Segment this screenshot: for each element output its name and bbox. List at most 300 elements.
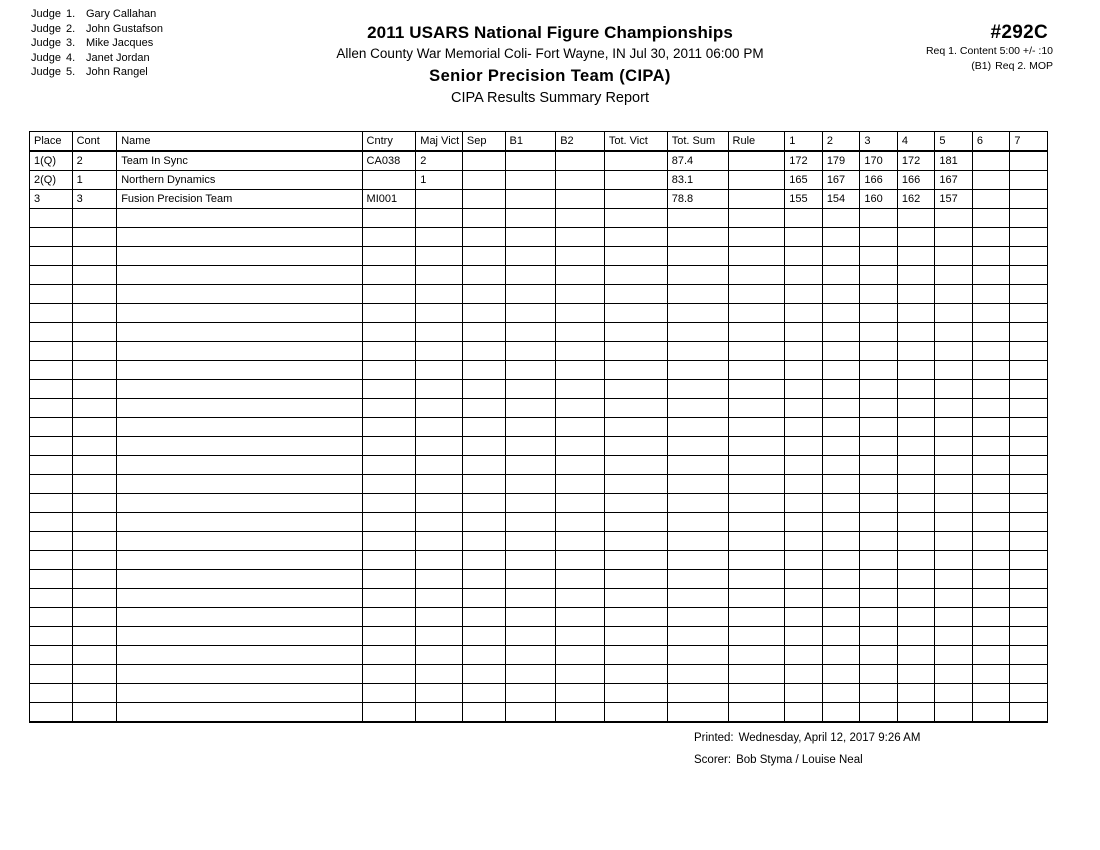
cell-empty — [728, 228, 785, 247]
cell-empty — [897, 380, 935, 399]
cell-b2 — [556, 171, 605, 190]
judge-number: 4. — [65, 51, 76, 64]
cell-empty — [556, 570, 605, 589]
cell-empty — [935, 437, 973, 456]
cell-empty — [935, 589, 973, 608]
table-row-empty[interactable] — [30, 551, 1048, 570]
cell-empty — [556, 247, 605, 266]
cell-empty — [972, 475, 1010, 494]
cell-empty — [860, 665, 898, 684]
requirement-label: Req 1. — [925, 45, 957, 57]
table-row-empty[interactable] — [30, 323, 1048, 342]
cell-empty — [72, 285, 117, 304]
cell-empty — [30, 646, 73, 665]
cell-empty — [72, 532, 117, 551]
cell-empty — [897, 228, 935, 247]
judge-row — [31, 36, 163, 51]
cell-empty — [935, 570, 973, 589]
cell-empty — [604, 570, 667, 589]
judge-label: Judge — [31, 22, 61, 35]
table-row[interactable] — [30, 171, 1048, 190]
cell-empty — [667, 532, 728, 551]
column-header-b1: B1 — [505, 132, 556, 152]
cell-empty — [604, 209, 667, 228]
cell-b1 — [505, 190, 556, 209]
table-row-empty[interactable] — [30, 285, 1048, 304]
cell-empty — [1010, 589, 1048, 608]
division-title: Senior Precision Team (CIPA) — [429, 67, 671, 85]
cell-empty — [416, 475, 463, 494]
cell-empty — [117, 361, 362, 380]
column-header-tot-sum: Tot. Sum — [667, 132, 728, 152]
table-row-empty[interactable] — [30, 570, 1048, 589]
cell-empty — [728, 475, 785, 494]
cell-empty — [505, 608, 556, 627]
cell-empty — [897, 532, 935, 551]
cell-empty — [604, 266, 667, 285]
cell-empty — [972, 209, 1010, 228]
cell-empty — [505, 418, 556, 437]
cell-empty — [604, 551, 667, 570]
cell-empty — [505, 228, 556, 247]
printed-value: Wednesday, April 12, 2017 9:26 AM — [738, 732, 921, 744]
table-row-empty[interactable] — [30, 380, 1048, 399]
cell-empty — [416, 703, 463, 723]
cell-empty — [860, 304, 898, 323]
cell-empty — [728, 646, 785, 665]
cell-empty — [728, 608, 785, 627]
cell-empty — [505, 342, 556, 361]
cell-empty — [1010, 532, 1048, 551]
cell-empty — [1010, 551, 1048, 570]
cell-empty — [462, 494, 505, 513]
cell-empty — [785, 608, 823, 627]
cell-empty — [1010, 665, 1048, 684]
cell-place: 2(Q) — [30, 171, 73, 190]
cell-empty — [505, 494, 556, 513]
table-row-empty[interactable] — [30, 665, 1048, 684]
cell-empty — [728, 551, 785, 570]
cell-empty — [462, 570, 505, 589]
cell-empty — [972, 361, 1010, 380]
cell-empty — [860, 494, 898, 513]
cell-b2 — [556, 190, 605, 209]
cell-empty — [667, 228, 728, 247]
cell-judge-2: 167 — [822, 171, 860, 190]
cell-empty — [30, 703, 73, 723]
judge-label: Judge — [31, 37, 61, 50]
cell-empty — [416, 228, 463, 247]
cell-empty — [972, 247, 1010, 266]
table-row-empty[interactable] — [30, 342, 1048, 361]
cell-empty — [117, 266, 362, 285]
cell-empty — [728, 247, 785, 266]
cell-empty — [860, 475, 898, 494]
cell-empty — [822, 532, 860, 551]
cell-tot-sum: 78.8 — [667, 190, 728, 209]
cell-empty — [667, 304, 728, 323]
cell-empty — [935, 551, 973, 570]
cell-empty — [362, 570, 416, 589]
cell-empty — [785, 247, 823, 266]
table-row-empty[interactable] — [30, 608, 1048, 627]
cell-empty — [30, 380, 73, 399]
cell-empty — [556, 228, 605, 247]
cell-empty — [604, 437, 667, 456]
cell-empty — [30, 247, 73, 266]
cell-empty — [556, 646, 605, 665]
table-row-empty[interactable] — [30, 266, 1048, 285]
cell-empty — [117, 342, 362, 361]
cell-judge-5: 167 — [935, 171, 973, 190]
column-header-cntry: Cntry — [362, 132, 416, 152]
cell-empty — [462, 418, 505, 437]
cell-empty — [462, 627, 505, 646]
cell-empty — [117, 285, 362, 304]
table-row-empty[interactable] — [30, 361, 1048, 380]
cell-empty — [462, 209, 505, 228]
cell-empty — [604, 513, 667, 532]
table-row-empty[interactable] — [30, 304, 1048, 323]
cell-empty — [667, 380, 728, 399]
column-header-judge-3: 3 — [860, 132, 898, 152]
cell-empty — [604, 285, 667, 304]
cell-empty — [362, 627, 416, 646]
cell-empty — [667, 209, 728, 228]
cell-empty — [117, 475, 362, 494]
cell-empty — [897, 608, 935, 627]
cell-empty — [30, 532, 73, 551]
cell-empty — [30, 418, 73, 437]
cell-empty — [972, 437, 1010, 456]
table-row-empty[interactable] — [30, 513, 1048, 532]
cell-empty — [860, 437, 898, 456]
cell-empty — [785, 551, 823, 570]
cell-empty — [30, 456, 73, 475]
cell-empty — [897, 665, 935, 684]
cell-tot-sum: 87.4 — [667, 151, 728, 171]
cell-empty — [556, 494, 605, 513]
column-header-judge-2: 2 — [822, 132, 860, 152]
cell-empty — [972, 228, 1010, 247]
table-row-empty[interactable] — [30, 228, 1048, 247]
cell-empty — [860, 418, 898, 437]
cell-empty — [362, 228, 416, 247]
cell-empty — [462, 323, 505, 342]
cell-empty — [1010, 342, 1048, 361]
cell-empty — [462, 532, 505, 551]
cell-empty — [362, 456, 416, 475]
cell-empty — [556, 285, 605, 304]
cell-empty — [667, 475, 728, 494]
cell-empty — [72, 304, 117, 323]
cell-empty — [30, 570, 73, 589]
cell-empty — [556, 266, 605, 285]
cell-empty — [604, 380, 667, 399]
cell-empty — [822, 551, 860, 570]
judge-number: 1. — [65, 8, 76, 20]
cell-empty — [860, 399, 898, 418]
cell-empty — [30, 304, 73, 323]
cell-empty — [822, 228, 860, 247]
cell-judge-6 — [972, 151, 1010, 171]
cell-empty — [1010, 399, 1048, 418]
cell-empty — [728, 684, 785, 703]
cell-empty — [728, 399, 785, 418]
cell-empty — [667, 456, 728, 475]
cell-empty — [728, 342, 785, 361]
cell-empty — [785, 399, 823, 418]
column-header-maj-vict: Maj Vict — [416, 132, 463, 152]
table-row-empty[interactable] — [30, 532, 1048, 551]
cell-sep — [462, 171, 505, 190]
cell-empty — [505, 665, 556, 684]
cell-empty — [117, 494, 362, 513]
column-header-judge-1: 1 — [785, 132, 823, 152]
cell-empty — [362, 475, 416, 494]
cell-empty — [667, 437, 728, 456]
cell-empty — [667, 266, 728, 285]
cell-empty — [935, 513, 973, 532]
cell-empty — [897, 266, 935, 285]
cell-empty — [822, 380, 860, 399]
cell-cntry: MI001 — [362, 190, 416, 209]
table-row-empty[interactable] — [30, 475, 1048, 494]
cell-empty — [785, 342, 823, 361]
cell-empty — [860, 247, 898, 266]
table-row-empty[interactable] — [30, 646, 1048, 665]
cell-empty — [30, 209, 73, 228]
cell-empty — [604, 589, 667, 608]
cell-empty — [1010, 247, 1048, 266]
cell-empty — [604, 456, 667, 475]
cell-empty — [897, 304, 935, 323]
cell-judge-1: 165 — [785, 171, 823, 190]
cell-empty — [972, 342, 1010, 361]
cell-empty — [505, 285, 556, 304]
table-row[interactable] — [30, 190, 1048, 209]
cell-empty — [728, 361, 785, 380]
cell-empty — [785, 513, 823, 532]
cell-empty — [117, 247, 362, 266]
cell-empty — [462, 513, 505, 532]
cell-empty — [897, 342, 935, 361]
cell-judge-6 — [972, 171, 1010, 190]
cell-empty — [72, 665, 117, 684]
cell-empty — [556, 399, 605, 418]
cell-empty — [667, 247, 728, 266]
requirements-list — [922, 44, 1053, 73]
cell-empty — [1010, 304, 1048, 323]
column-header-tot-vict: Tot. Vict — [604, 132, 667, 152]
cell-empty — [505, 551, 556, 570]
cell-empty — [505, 380, 556, 399]
judge-label: Judge — [31, 66, 61, 79]
cell-empty — [72, 380, 117, 399]
cell-empty — [1010, 266, 1048, 285]
cell-empty — [117, 684, 362, 703]
cell-empty — [667, 570, 728, 589]
table-row-empty[interactable] — [30, 418, 1048, 437]
cell-empty — [822, 304, 860, 323]
cell-empty — [462, 304, 505, 323]
cell-empty — [935, 646, 973, 665]
cell-empty — [860, 589, 898, 608]
cell-empty — [1010, 456, 1048, 475]
table-row-empty[interactable] — [30, 247, 1048, 266]
cell-empty — [556, 361, 605, 380]
cell-empty — [462, 228, 505, 247]
cell-empty — [972, 703, 1010, 723]
cell-judge-3: 160 — [860, 190, 898, 209]
cell-rule — [728, 190, 785, 209]
cell-empty — [117, 437, 362, 456]
cell-name: Fusion Precision Team — [117, 190, 362, 209]
cell-empty — [362, 285, 416, 304]
cell-empty — [416, 304, 463, 323]
cell-empty — [72, 703, 117, 723]
cell-empty — [604, 627, 667, 646]
table-row-empty[interactable] — [30, 703, 1048, 723]
table-row-empty[interactable] — [30, 209, 1048, 228]
judge-name: John Rangel — [85, 66, 148, 79]
table-row-empty[interactable] — [30, 399, 1048, 418]
table-row-empty[interactable] — [30, 589, 1048, 608]
table-row-empty[interactable] — [30, 437, 1048, 456]
cell-empty — [935, 304, 973, 323]
column-header-rule: Rule — [728, 132, 785, 152]
cell-empty — [72, 418, 117, 437]
cell-empty — [785, 646, 823, 665]
cell-empty — [117, 589, 362, 608]
cell-empty — [860, 266, 898, 285]
cell-empty — [30, 551, 73, 570]
table-row-empty[interactable] — [30, 494, 1048, 513]
cell-empty — [556, 437, 605, 456]
column-header-cont: Cont — [72, 132, 117, 152]
cell-empty — [556, 608, 605, 627]
cell-empty — [505, 437, 556, 456]
cell-empty — [462, 703, 505, 723]
cell-empty — [860, 228, 898, 247]
cell-empty — [822, 608, 860, 627]
column-header-sep: Sep — [462, 132, 505, 152]
cell-empty — [416, 380, 463, 399]
cell-empty — [416, 323, 463, 342]
column-header-judge-7: 7 — [1010, 132, 1048, 152]
cell-empty — [667, 399, 728, 418]
cell-empty — [556, 304, 605, 323]
table-row[interactable] — [30, 151, 1048, 171]
cell-empty — [462, 342, 505, 361]
column-header-place: Place — [30, 132, 73, 152]
cell-empty — [72, 551, 117, 570]
cell-empty — [972, 665, 1010, 684]
cell-empty — [505, 627, 556, 646]
cell-empty — [416, 532, 463, 551]
cell-empty — [117, 608, 362, 627]
column-header-judge-4: 4 — [897, 132, 935, 152]
cell-empty — [362, 323, 416, 342]
cell-empty — [822, 456, 860, 475]
cell-empty — [860, 684, 898, 703]
cell-judge-6 — [972, 190, 1010, 209]
results-table — [29, 131, 1048, 723]
cell-empty — [72, 247, 117, 266]
cell-empty — [416, 342, 463, 361]
cell-empty — [604, 247, 667, 266]
cell-empty — [362, 513, 416, 532]
cell-empty — [416, 513, 463, 532]
cell-empty — [860, 342, 898, 361]
cell-empty — [822, 418, 860, 437]
cell-empty — [416, 684, 463, 703]
cell-maj-vict: 1 — [416, 171, 463, 190]
column-header-b2: B2 — [556, 132, 605, 152]
table-row-empty[interactable] — [30, 627, 1048, 646]
cell-empty — [30, 342, 73, 361]
cell-empty — [935, 247, 973, 266]
table-row-empty[interactable] — [30, 684, 1048, 703]
cell-empty — [416, 665, 463, 684]
cell-empty — [505, 703, 556, 723]
cell-empty — [785, 380, 823, 399]
cell-empty — [30, 323, 73, 342]
cell-empty — [416, 247, 463, 266]
cell-empty — [72, 266, 117, 285]
cell-judge-4: 162 — [897, 190, 935, 209]
cell-empty — [505, 399, 556, 418]
cell-empty — [972, 532, 1010, 551]
cell-empty — [604, 646, 667, 665]
cell-empty — [822, 646, 860, 665]
cell-empty — [785, 589, 823, 608]
scorer-label: Scorer: — [694, 754, 732, 766]
cell-empty — [462, 380, 505, 399]
cell-empty — [822, 494, 860, 513]
cell-empty — [30, 437, 73, 456]
cell-empty — [935, 665, 973, 684]
cell-empty — [30, 608, 73, 627]
cell-empty — [416, 494, 463, 513]
cell-empty — [604, 323, 667, 342]
cell-empty — [416, 399, 463, 418]
cell-empty — [935, 228, 973, 247]
cell-empty — [935, 532, 973, 551]
cell-empty — [667, 418, 728, 437]
cell-empty — [30, 361, 73, 380]
cell-judge-2: 179 — [822, 151, 860, 171]
cell-empty — [1010, 570, 1048, 589]
cell-empty — [556, 456, 605, 475]
cell-empty — [72, 361, 117, 380]
cell-empty — [416, 437, 463, 456]
cell-empty — [362, 703, 416, 723]
cell-empty — [416, 646, 463, 665]
cell-empty — [362, 209, 416, 228]
cell-cntry — [362, 171, 416, 190]
table-row-empty[interactable] — [30, 456, 1048, 475]
cell-sep — [462, 190, 505, 209]
cell-empty — [556, 475, 605, 494]
cell-empty — [556, 513, 605, 532]
cell-empty — [860, 646, 898, 665]
cell-empty — [604, 304, 667, 323]
cell-name: Team In Sync — [117, 151, 362, 171]
cell-empty — [362, 551, 416, 570]
cell-empty — [785, 418, 823, 437]
cell-empty — [785, 494, 823, 513]
